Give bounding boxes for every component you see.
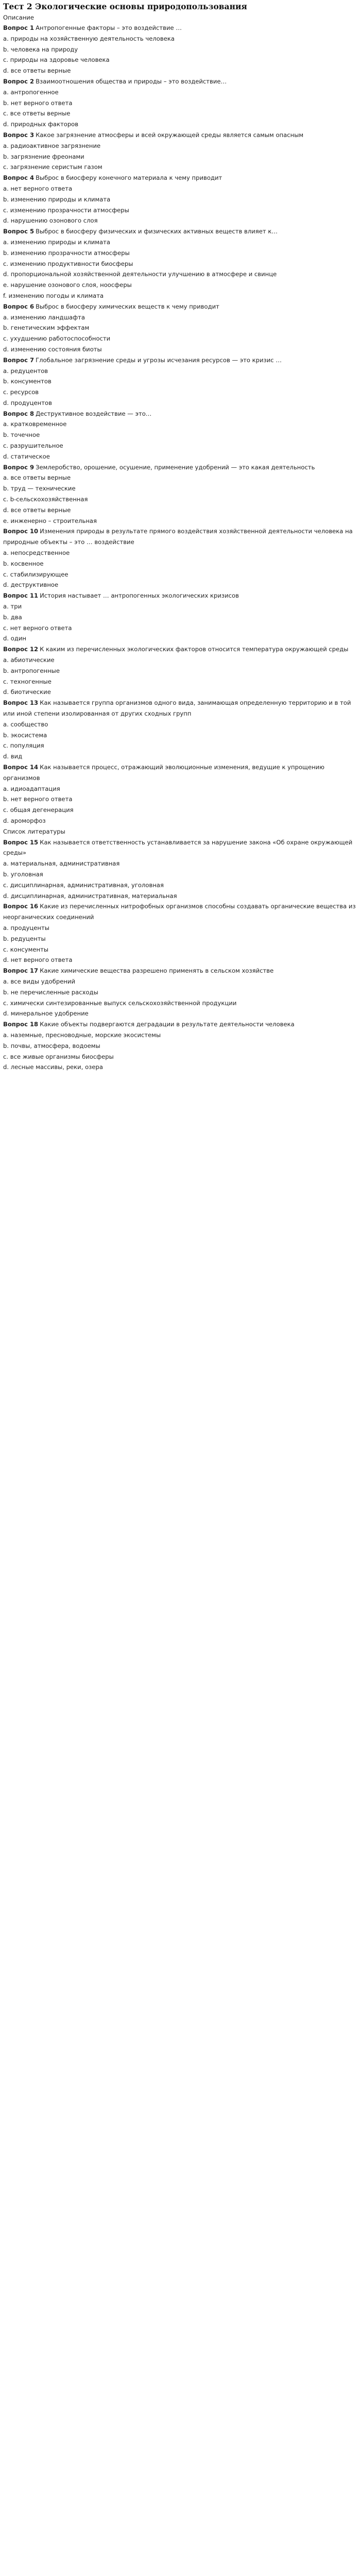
answer-option: а. природы на хозяйственную деятельность человека <box>3 35 175 42</box>
question-number: Вопрос 6 <box>3 302 35 310</box>
answer-option: e. инженерно – строительная <box>3 517 97 524</box>
question-number: Вопрос 7 <box>3 356 35 364</box>
question-block <box>3 698 357 762</box>
question-block <box>3 409 357 462</box>
question-text: Какое загрязнение атмосферы и всей окружающей среды является самым опасным <box>36 131 304 139</box>
question-number: Вопрос 18 <box>3 1021 39 1028</box>
answer-option: а. три <box>3 603 22 611</box>
question-block <box>3 173 357 226</box>
answer-option: d. нет верного ответа <box>3 956 73 964</box>
answer-option: c. ресурсов <box>3 388 39 396</box>
answer-option: b. нет верного ответа <box>3 99 73 107</box>
answer-option: d. дисциплинарная, административная, материальная <box>3 892 177 900</box>
question-text: Выброс в биосферу конечного материала к чему приводит <box>36 174 222 182</box>
answer-option: d. статическое <box>3 452 50 460</box>
answer-option: d. изменению состояния биоты <box>3 345 102 353</box>
question-line <box>3 1019 357 1030</box>
answer-option: c. консументы <box>3 945 49 953</box>
answer-option: d. все ответы верные <box>3 506 71 514</box>
answer-option: b. изменению природы и климата <box>3 195 111 203</box>
answer-option: c. ухудшению работоспособности <box>3 335 111 343</box>
questions-list-2 <box>3 901 357 1073</box>
answer-option: а. непосредственное <box>3 549 70 557</box>
answer-option: а. нет верного ответа <box>3 184 73 192</box>
answer-option: b. уголовная <box>3 870 43 878</box>
answer-option: а. радиоактивное загрязнение <box>3 142 101 149</box>
answer-option: c. общая дегенерация <box>3 806 74 814</box>
question-number: Вопрос 10 <box>3 528 39 535</box>
answer-option: d. один <box>3 635 26 642</box>
question-number: Вопрос 11 <box>3 592 39 600</box>
answer-option: d. деструктивное <box>3 581 59 589</box>
answer-option: c. изменению прозрачности атмосферы <box>3 206 129 214</box>
answer-option: b. изменению прозрачности атмосферы <box>3 249 130 257</box>
question-line <box>3 76 357 87</box>
answer-option: b. антропогенные <box>3 667 60 674</box>
question-text: Какие химические вещества разрешено применять в сельском хозяйстве <box>40 967 274 975</box>
answer-option: c. стабилизирующее <box>3 570 68 578</box>
question-text: Выброс в биосферу физических и физических активных веществ влияет к… <box>36 228 278 235</box>
answer-option: c. дисциплинарная, административная, уголовная <box>3 881 164 889</box>
answer-option: а. сообщество <box>3 720 48 728</box>
answer-option: d. лесные массивы, реки, озера <box>3 1063 103 1071</box>
answer-option: d. ароморфоз <box>3 817 46 824</box>
answer-option: а. изменению природы и климата <box>3 238 110 246</box>
question-block <box>3 301 357 355</box>
question-block <box>3 965 357 1019</box>
answer-option: c. техногенные <box>3 677 51 685</box>
question-number: Вопрос 5 <box>3 228 35 235</box>
page-title: Тест 2 Экологические основы природопользования <box>3 2 247 11</box>
question-line <box>3 130 357 141</box>
question-text: Антропогенные факторы – это воздействие … <box>36 24 182 31</box>
answer-option: c. b-сельскохозяйственная <box>3 496 88 503</box>
literature-section <box>3 826 357 902</box>
literature-title: Список литературы <box>3 827 65 835</box>
question-number: Вопрос 9 <box>3 463 35 471</box>
question-line <box>3 173 357 183</box>
answer-option: b. загрязнение фреонами <box>3 152 84 160</box>
question-text: Глобальное загрязнение среды и угрозы исчезания ресурсов — это кризис … <box>36 356 282 364</box>
question-text: Взаимоотношения общества и природы – это воздействие… <box>36 77 227 85</box>
answer-option: d. природных факторов <box>3 121 79 128</box>
question-number: Вопрос 17 <box>3 967 39 975</box>
question-number: Вопрос 2 <box>3 77 35 85</box>
question-line <box>3 526 357 548</box>
question-number: Вопрос 14 <box>3 763 39 771</box>
answer-option: c. химически синтезированные выпуск сельскохозяйственной продукции <box>3 999 237 1007</box>
question-line <box>3 226 357 237</box>
question-block <box>3 526 357 590</box>
answer-option: а. антропогенное <box>3 88 59 96</box>
answer-option: b. не перечисленные расходы <box>3 988 98 996</box>
question-text: К каким из перечисленных экологических факторов относится температура окружающей среды <box>40 646 349 653</box>
question-block <box>3 355 357 409</box>
question-block <box>3 76 357 130</box>
literature-options <box>3 858 357 901</box>
question-line <box>3 590 357 601</box>
question-number: Вопрос 4 <box>3 174 35 182</box>
question-block <box>3 226 357 301</box>
answer-option: c. все живые организмы биосферы <box>3 1053 114 1060</box>
answer-option: а. наземные, пресноводные, морские экосистемы <box>3 1031 161 1039</box>
answer-option: f. изменению погоды и климата <box>3 292 104 299</box>
question-line <box>3 301 357 312</box>
answer-option: d. минеральное удобрение <box>3 1010 89 1018</box>
question-line <box>3 837 357 859</box>
answer-option: а. редуцентов <box>3 367 48 375</box>
question-text: Какие из перечисленных нитрофобных организмов способны создавать органические вещества из неорганических соединений <box>3 903 356 921</box>
answer-option: b. косвенное <box>3 560 44 567</box>
answer-option: b. консументов <box>3 378 51 385</box>
question-line <box>3 23 357 33</box>
page-subtitle: Описание <box>3 14 34 21</box>
question-line <box>3 644 357 655</box>
question-block <box>3 590 357 644</box>
answer-option: b. два <box>3 613 22 621</box>
question-text: Как называется ответственность устанавливается за нарушение закона «Об охране окружающей среды» <box>3 838 353 857</box>
question-number: Вопрос 12 <box>3 646 39 653</box>
answer-option: b. экосистема <box>3 731 47 739</box>
question-block <box>3 1019 357 1073</box>
question-number: Вопрос 16 <box>3 903 39 910</box>
answer-option: а. абиотические <box>3 656 55 664</box>
question-block <box>3 762 357 826</box>
answer-option: а. материальная, административная <box>3 860 120 868</box>
answer-option: b. почвы, атмосфера, водоемы <box>3 1042 100 1049</box>
question-line <box>3 698 357 719</box>
question-line <box>3 965 357 976</box>
question-number: Вопрос 3 <box>3 131 35 139</box>
question-text: Землеробство, орошение, осушение, применение удобрений — это какая деятельность <box>36 463 315 471</box>
answer-option: c. изменению продуктивности биосферы <box>3 260 133 267</box>
answer-option: b. человека на природу <box>3 45 78 53</box>
answer-option: d. пропорциональной хозяйственной деятельности улучшению в атмосфере и свинце <box>3 270 277 278</box>
answer-option: d. все ответы верные <box>3 67 71 75</box>
answer-option: b. генетическим эффектам <box>3 324 90 332</box>
question-line <box>3 409 357 419</box>
question-text: Какие объекты подвергаются деградации в результате деятельности человека <box>40 1021 295 1028</box>
answer-option: b. точечное <box>3 431 40 439</box>
answer-option: b. труд — технические <box>3 485 76 493</box>
question-line <box>3 901 357 923</box>
answer-option: c. загрязнение серистым газом <box>3 163 102 171</box>
question-line <box>3 762 357 784</box>
questions-list <box>3 23 357 826</box>
answer-option: c. нет верного ответа <box>3 624 72 632</box>
answer-option: а. продуценты <box>3 924 49 931</box>
answer-option: а. изменению ландшафта <box>3 313 85 321</box>
question-text: История настывает … антропогенных экологических кризисов <box>40 592 239 600</box>
question-line <box>3 462 357 473</box>
answer-option: d. биотические <box>3 688 51 696</box>
answer-option: а. кратковременное <box>3 420 67 428</box>
answer-option: а. идиоадаптация <box>3 785 60 792</box>
question-block <box>3 23 357 76</box>
question-text: Деструктивное воздействие — это… <box>36 410 152 417</box>
question-line <box>3 355 357 366</box>
answer-option: b. редуценты <box>3 935 46 942</box>
answer-option: d. продуцентов <box>3 399 52 406</box>
answer-option: c. природы на здоровье человека <box>3 56 110 64</box>
question-text: Как называется группа организмов одного вида, занимающая определенную территорию и в той или иной степени изолированная от других сходных групп <box>3 699 351 717</box>
answer-option: d. вид <box>3 753 23 760</box>
answer-option: а. все ответы верные <box>3 474 71 482</box>
document <box>0 0 361 1073</box>
answer-option: d. нарушению озонового слоя <box>3 217 98 225</box>
answer-option: c. разрушительное <box>3 442 63 450</box>
question-number: Вопрос 13 <box>3 699 39 707</box>
answer-option: c. популяция <box>3 742 44 750</box>
answer-option: e. нарушение озонового слоя, ноосферы <box>3 281 132 289</box>
question-number: Вопрос 8 <box>3 410 35 417</box>
question-text: Изменения природы в результате прямого воздействия хозяйственной деятельности человека на природные объекты – это … воздействие <box>3 528 353 546</box>
question-text: Как называется процесс, отражающий эволюционные изменения, ведущие к упрощению организмов <box>3 763 324 782</box>
question-block <box>3 130 357 173</box>
question-block <box>3 644 357 698</box>
answer-option: c. все ответы верные <box>3 110 71 117</box>
question-block <box>3 901 357 965</box>
question-block <box>3 462 357 527</box>
answer-option: а. все виды удобрений <box>3 977 75 985</box>
question-number: Вопрос 1 <box>3 24 35 31</box>
question-text: Выброс в биосферу химических веществ к чему приводит <box>36 302 219 310</box>
question-number: Вопрос 15 <box>3 838 39 846</box>
answer-option: b. нет верного ответа <box>3 795 73 803</box>
